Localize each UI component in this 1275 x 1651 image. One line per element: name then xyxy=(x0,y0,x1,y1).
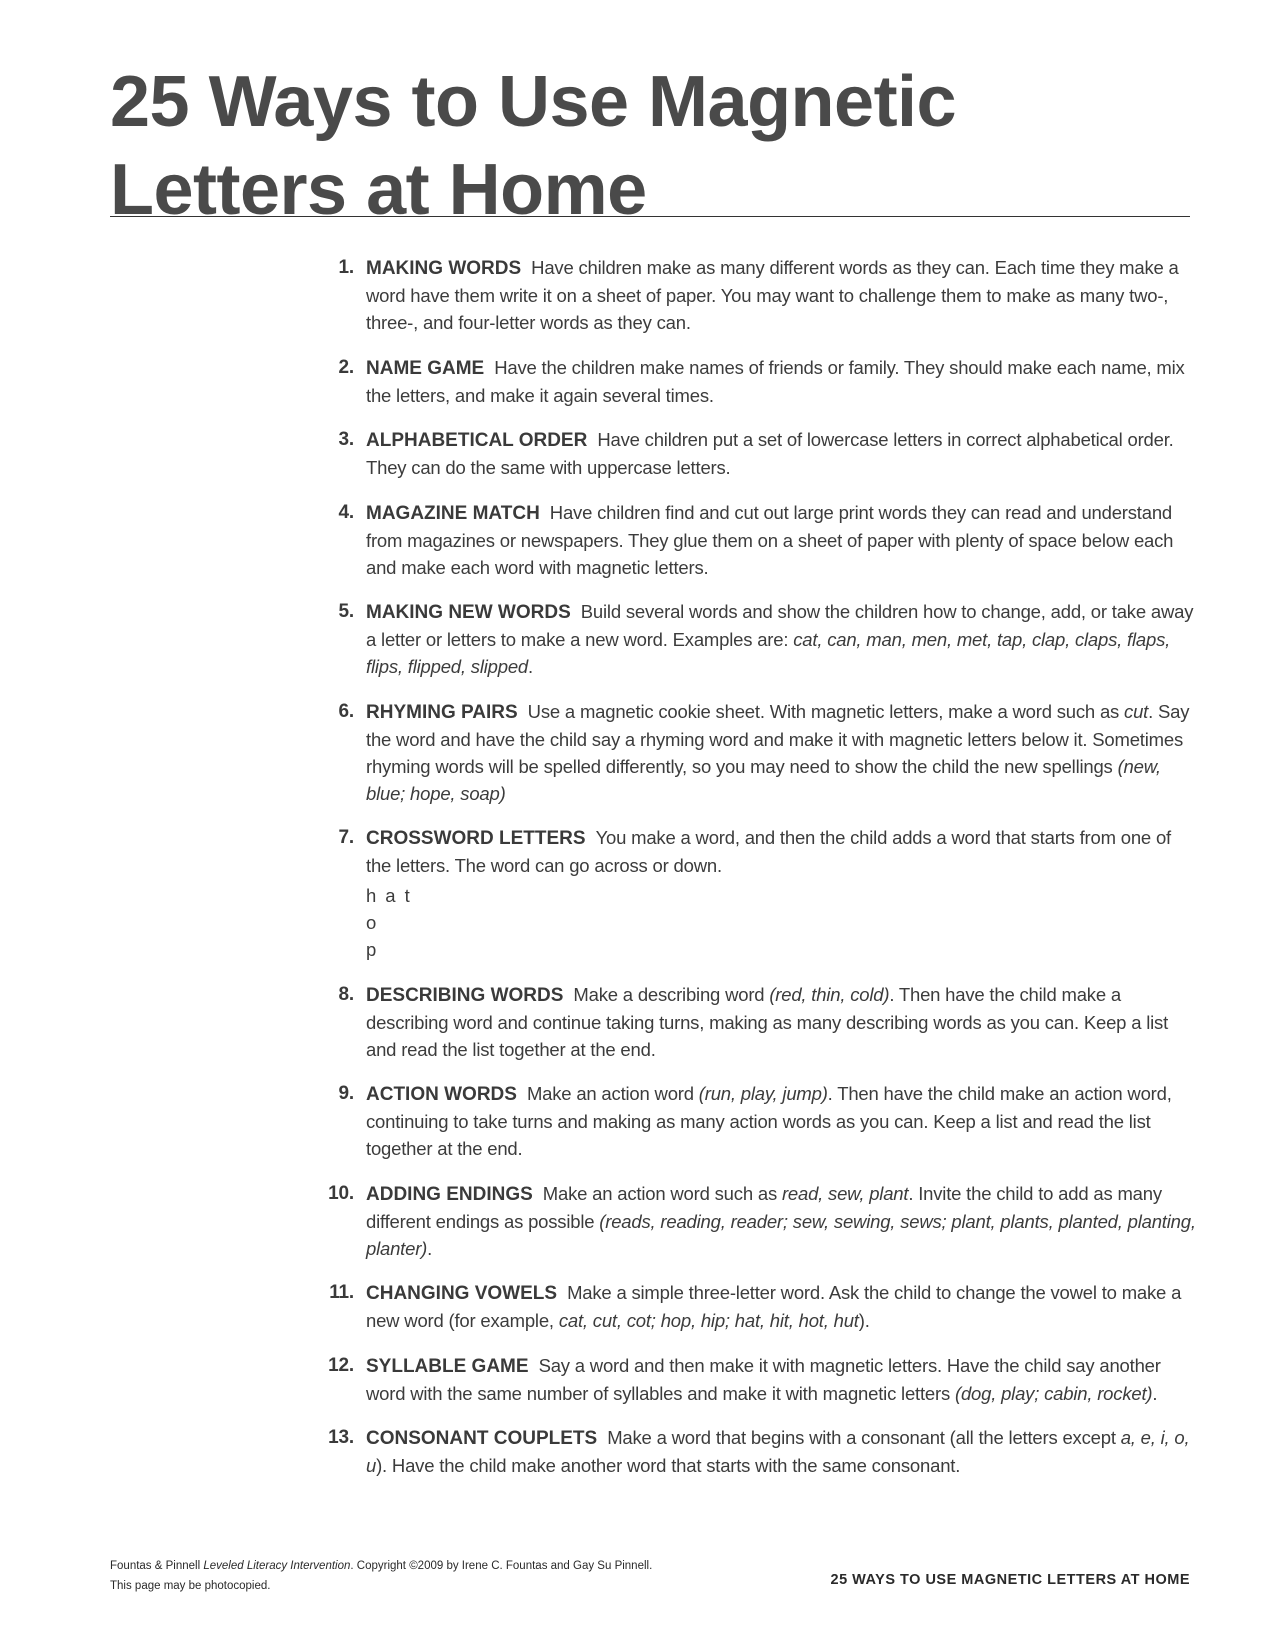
tip-example-text: cat, can, man, men, met, tap, clap, claps, flaps, flips, flipped, slipped xyxy=(366,629,1171,677)
tip-body-text: Say a word and then make it with magnetic letters. Have the child say another word with the same number of syllables and make it with magnetic letters xyxy=(366,1354,1161,1404)
tip-body-text: ). Have the child make another word that starts with the same consonant. xyxy=(376,1455,961,1476)
tip-body-text: ). xyxy=(858,1310,870,1331)
tip-example-text: (dog, play; cabin, rocket) xyxy=(954,1382,1153,1404)
tip-item xyxy=(320,354,1200,409)
tip-heading: ADDING ENDINGS xyxy=(366,1183,533,1205)
tip-item xyxy=(320,1180,1200,1262)
tip-example-text: (reads, reading, reader; sew, sewing, sews; plant, plants, planted, planting, planter) xyxy=(366,1210,1196,1259)
photocopy-note: This page may be photocopied. xyxy=(110,1580,271,1592)
tip-item xyxy=(320,254,1200,336)
tip-heading: CROSSWORD LETTERS xyxy=(366,828,586,849)
tip-number: 2. xyxy=(338,356,354,378)
tip-heading: CONSONANT COUPLETS xyxy=(366,1428,598,1449)
tip-number: 4. xyxy=(338,501,354,523)
tip-example-text: (new, blue; hope, soap) xyxy=(366,755,1161,804)
tip-number: 3. xyxy=(338,429,354,450)
tip-body-text: . Then have the child make an action word, continuing to take turns and making as many action words as you can. Keep a list and read the list together at the end. xyxy=(366,1083,1172,1159)
tip-example-text: read, sew, plant xyxy=(781,1182,909,1204)
tip-item xyxy=(320,698,1200,807)
copyright-book-title: Leveled Literacy Intervention xyxy=(203,1560,351,1572)
tip-body-text: . xyxy=(1152,1382,1158,1404)
title-underline-rule xyxy=(110,216,1190,217)
tip-number: 13. xyxy=(328,1427,354,1448)
tip-body-text: . Invite the child to add as many different endings as possible xyxy=(366,1182,1162,1232)
tip-heading: MAKING NEW WORDS xyxy=(366,602,571,623)
tip-number: 1. xyxy=(338,257,354,278)
tip-item xyxy=(320,981,1200,1063)
copyright-suffix: . Copyright ©2009 by Irene C. Fountas and Gay Su Pinnell. xyxy=(350,1560,653,1572)
tip-heading: MAGAZINE MATCH xyxy=(366,502,540,524)
tip-body-text: . Then have the child make a describing word and continue taking turns, making as many describing words as you can. Keep a list and read the list together at the end. xyxy=(366,983,1169,1060)
tip-example-text: (run, play, jump) xyxy=(698,1083,828,1104)
tip-body-text: Make an action word xyxy=(526,1083,699,1104)
tip-body-text: . Say the word and have the child say a rhyming word and make it with magnetic letters below it. Sometimes rhyming words will be spelled differently, so you may need to show the child the new spellings xyxy=(366,700,1190,777)
tip-body-text: . xyxy=(427,1237,433,1259)
tip-number: 12. xyxy=(328,1354,354,1376)
tip-number: 6. xyxy=(338,700,354,722)
footer-running-title: 25 WAYS TO USE MAGNETIC LETTERS AT HOME xyxy=(830,1572,1190,1588)
page-title-line-1: 25 Ways to Use Magnetic xyxy=(110,62,957,142)
tip-item xyxy=(320,824,1200,963)
tip-number: 8. xyxy=(338,983,354,1005)
page-title xyxy=(110,58,1190,234)
crossword-line: o xyxy=(366,912,386,933)
tip-heading: CHANGING VOWELS xyxy=(366,1283,558,1304)
tip-example-text: cut xyxy=(1124,700,1149,722)
tip-body-text: . xyxy=(528,656,533,677)
tip-body-text: Have the children make names of friends or family. They should make each name, mix the letters, and make it again several times. xyxy=(366,356,1185,406)
tip-body-text: Make an action word such as xyxy=(542,1182,782,1204)
tip-number: 7. xyxy=(338,827,354,848)
tip-body-text: Make a describing word xyxy=(573,983,770,1005)
tip-item xyxy=(320,499,1200,581)
tips-list xyxy=(320,254,1200,1497)
tip-item xyxy=(320,598,1200,680)
tip-item xyxy=(320,1424,1200,1479)
tip-item xyxy=(320,1080,1200,1162)
tip-example-text: (red, thin, cold) xyxy=(769,983,890,1005)
tip-body-text: You make a word, and then the child adds a word that starts from one of the letters. The word can go across or down. xyxy=(366,827,1171,876)
tip-heading: MAKING WORDS xyxy=(366,258,522,279)
tip-body-text: Have children put a set of lowercase letters in correct alphabetical order. They can do the same with uppercase letters. xyxy=(366,429,1174,478)
tip-body-text: Have children make as many different words as they can. Each time they make a word have them write it on a sheet of paper. You may want to challenge them to make as many two-, three-, and four-letter words as they can. xyxy=(366,257,1179,333)
footer-copyright xyxy=(110,1556,652,1596)
tip-heading: ACTION WORDS xyxy=(366,1084,517,1105)
tip-body-text: Have children find and cut out large print words they can read and understand from magazines or newspapers. They glue them on a sheet of paper with plenty of space below each and make each word with magnetic letters. xyxy=(366,501,1174,578)
tip-example-text: cat, cut, cot; hop, hip; hat, hit, hot, hut xyxy=(558,1310,859,1331)
tip-heading: NAME GAME xyxy=(366,357,485,379)
tip-body-text: Use a magnetic cookie sheet. With magnetic letters, make a word such as xyxy=(527,700,1125,722)
tip-item xyxy=(320,1279,1200,1334)
copyright-prefix: Fountas & Pinnell xyxy=(110,1560,204,1572)
tip-item xyxy=(320,426,1200,481)
tip-number: 9. xyxy=(338,1083,354,1104)
tip-heading: SYLLABLE GAME xyxy=(366,1355,529,1377)
page-title-line-2: Letters at Home xyxy=(110,150,647,230)
tip-body-text: Make a simple three-letter word. Ask the child to change the vowel to make a new word (for example, xyxy=(366,1282,1182,1331)
tip-heading: RHYMING PAIRS xyxy=(366,701,518,723)
tip-number: 5. xyxy=(338,601,354,622)
tip-number: 10. xyxy=(328,1182,354,1204)
tip-item xyxy=(320,1352,1200,1407)
tip-body-text: Build several words and show the children how to change, add, or take away a letter or letters to make a new word. Examples are: xyxy=(366,601,1194,650)
crossword-line: hat xyxy=(366,885,419,906)
tip-number: 11. xyxy=(329,1282,354,1303)
crossword-example xyxy=(366,882,1200,963)
tip-heading: ALPHABETICAL ORDER xyxy=(366,430,588,451)
crossword-line: p xyxy=(366,939,386,960)
copyright-line xyxy=(110,1556,652,1576)
tip-example-text: a, e, i, o, u xyxy=(366,1427,1190,1476)
tip-body-text: Make a word that begins with a consonant (all the letters except xyxy=(607,1427,1121,1448)
tip-heading: DESCRIBING WORDS xyxy=(366,984,564,1006)
